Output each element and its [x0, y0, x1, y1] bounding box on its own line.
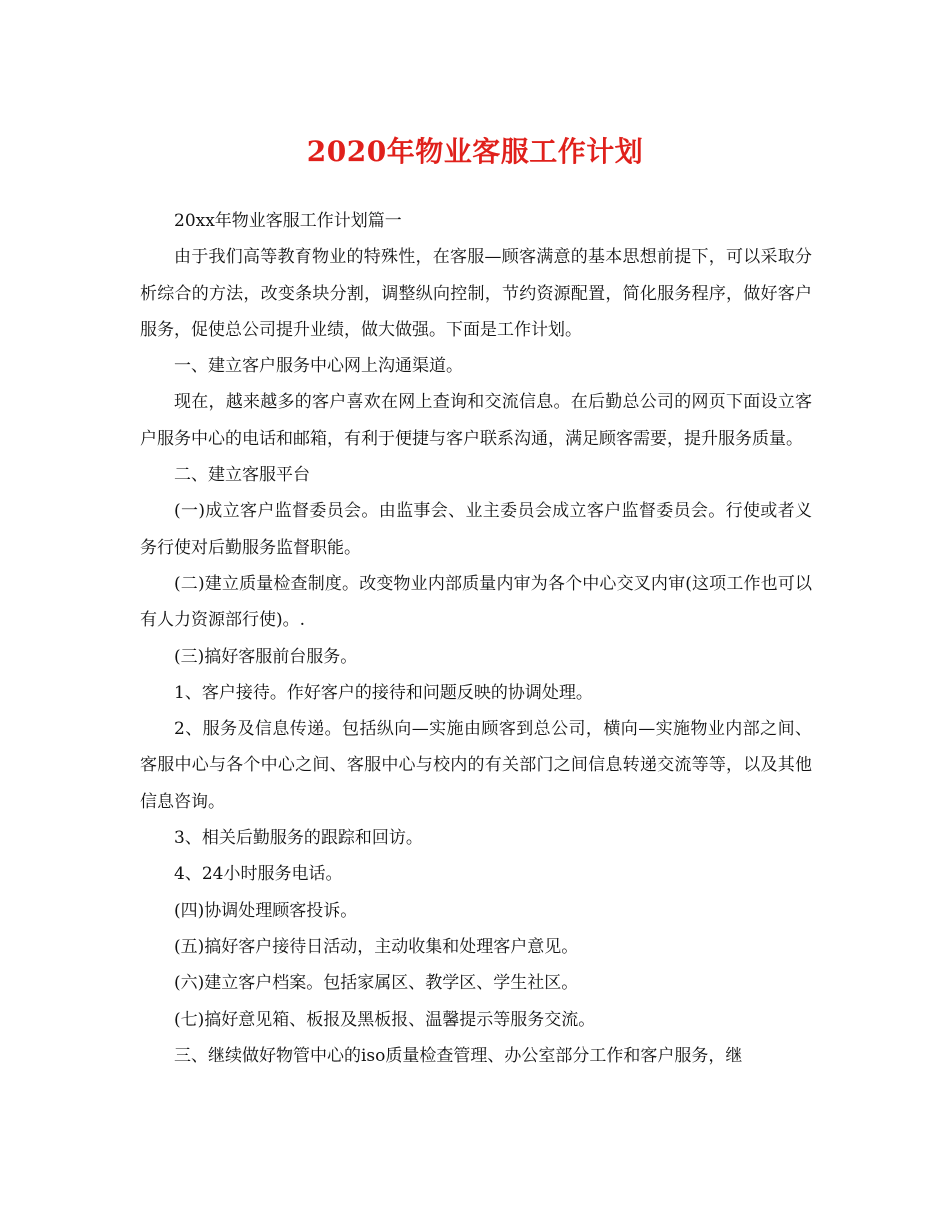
paragraph: (四)协调处理顾客投诉。	[174, 900, 358, 921]
section-heading: 三、继续做好物管中心的iso质量检查管理、办公室部分工作和客户服务，继	[174, 1045, 743, 1066]
document-title: 2020年物业客服工作计划	[306, 135, 644, 168]
list-item: 1、客户接待。作好客户的接待和问题反映的协调处理。	[174, 682, 593, 703]
paragraph: (一)成立客户监督委员会。由监事会、业主委员会成立客户监督委员会。行使或者义务行使对后勤服务监督职能。	[140, 501, 812, 558]
paragraph: (三)搞好客服前台服务。	[174, 646, 358, 667]
section-heading: 二、建立客服平台	[174, 465, 310, 486]
paragraph: 由于我们高等教育物业的特殊性，在客服—顾客满意的基本思想前提下，可以采取分析综合的方法，改变条块分割，调整纵向控制，节约资源配置，简化服务程序，做好客户服务，促使总公司提升业绩，做大做强。下面是工作计划。	[140, 247, 812, 340]
list-item: 4、24小时服务电话。	[174, 864, 343, 885]
paragraph: (二)建立质量检查制度。改变物业内部质量内审为各个中心交叉内审(这项工作也可以有人力资源部行使)。.	[140, 573, 812, 631]
list-item: 2、服务及信息传递。包括纵向—实施由顾客到总公司，横向—实施物业内部之间、客服中心与各个中心之间、客服中心与校内的有关部门之间信息转递交流等等，以及其他信息咨询。	[140, 719, 812, 812]
list-item: 3、相关后勤服务的跟踪和回访。	[174, 828, 423, 849]
paragraph: (六)建立客户档案。包括家属区、教学区、学生社区。	[174, 973, 579, 994]
paragraph: (五)搞好客户接待日活动，主动收集和处理客户意见。	[174, 936, 579, 957]
paragraph: 现在，越来越多的客户喜欢在网上查询和交流信息。在后勤总公司的网页下面设立客户服务中心的电话和邮箱，有利于便捷与客户联系沟通，满足顾客需要，提升服务质量。	[140, 392, 812, 449]
paragraph-subtitle: 20xx年物业客服工作计划篇一	[174, 211, 402, 231]
paragraph: (七)搞好意见箱、板报及黑板报、温馨提示等服务交流。	[174, 1009, 596, 1030]
document-body	[140, 203, 812, 1074]
section-heading: 一、建立客户服务中心网上沟通渠道。	[174, 356, 463, 377]
